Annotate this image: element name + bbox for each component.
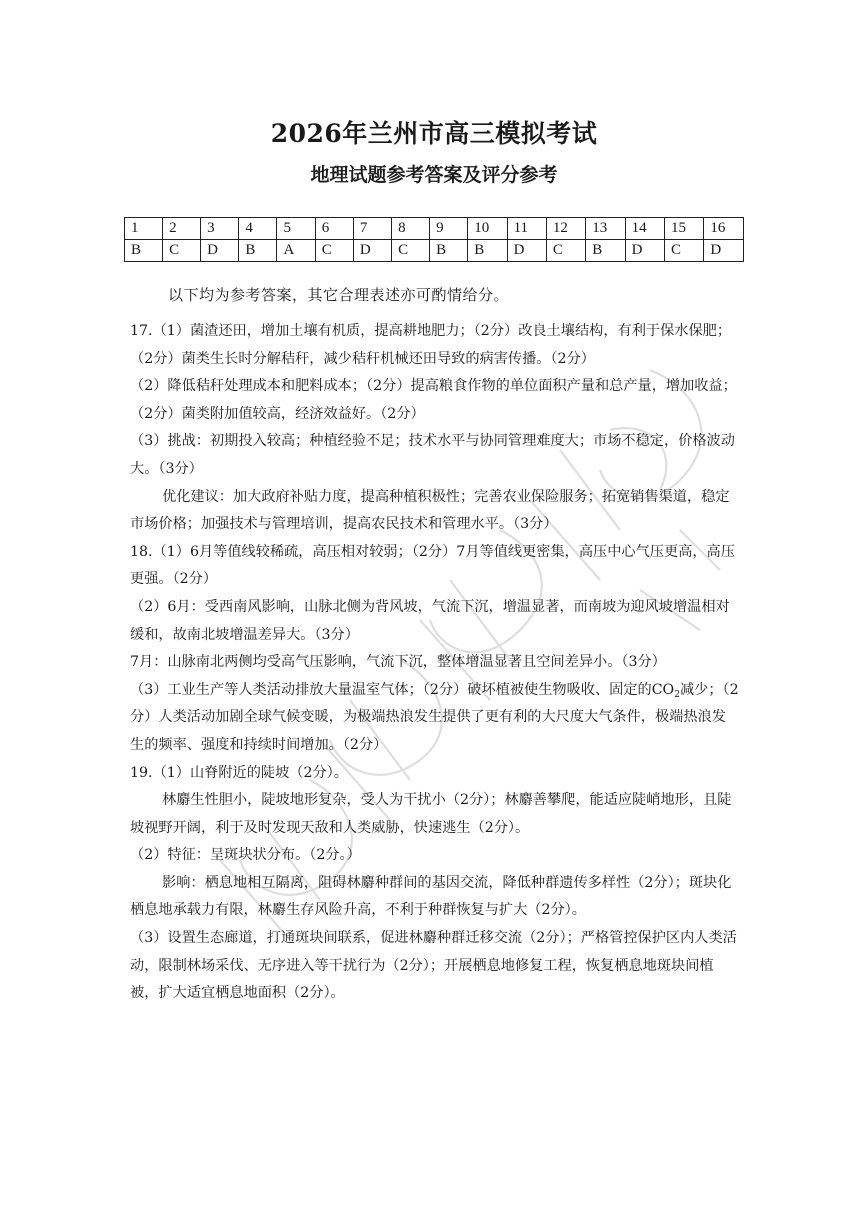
- q17-part3: （3）挑战：初期投入较高；种植经验不足；技术水平与协同管理难度大；市场不稳定，价格波动大。（3分）: [130, 433, 735, 477]
- table-cell: A: [277, 240, 315, 262]
- table-cell: 14: [625, 218, 664, 240]
- table-cell: C: [665, 240, 704, 262]
- table-cell: C: [392, 240, 430, 262]
- table-cell: 12: [546, 218, 585, 240]
- table-cell: C: [546, 240, 585, 262]
- table-cell: 16: [704, 218, 744, 240]
- q18-part2-july: 7月：山脉南北两侧均受高气压影响，气流下沉，整体增温显著且空间差异小。（3分）: [130, 654, 666, 671]
- q19-part3: （3）设置生态廊道，打通斑块间联系，促进林麝种群迁移交流（2分）；严格管控保护区内人类活动，限制林场采伐、无序进入等干扰行为（2分）；开展栖息地修复工程，恢复栖息地斑块间植被，扩大适宜栖息地面积（2分）。: [130, 930, 737, 1002]
- table-cell: 10: [468, 218, 507, 240]
- answer-table: [124, 217, 744, 262]
- scoring-note: 以下均为参考答案，其它合理表述亦可酌情给分。: [168, 286, 510, 304]
- table-cell: D: [353, 240, 391, 262]
- table-cell: B: [586, 240, 625, 262]
- table-cell: B: [239, 240, 277, 262]
- table-cell: C: [163, 240, 201, 262]
- table-cell: D: [507, 240, 546, 262]
- table-cell: 3: [201, 218, 239, 240]
- q19-part1-reason: 林麝生性胆小，陡坡地形复杂，受人为干扰小（2分）；林麝善攀爬，能适应陡峭地形，且陡坡视野开阔，利于及时发现天敌和人类威胁，快速逃生（2分）。: [130, 792, 732, 836]
- q18-part3: [130, 677, 740, 760]
- q18-part2: （2）6月：受西南风影响，山脉北侧为背风坡，气流下沉，增温显著，而南坡为迎风坡增温相对缓和，故南北坡增温差异大。（3分）: [130, 598, 730, 643]
- table-cell: 5: [277, 218, 315, 240]
- co2-subscript: 2: [674, 689, 680, 700]
- q17-part3-suggestion: 优化建议：加大政府补贴力度，提高种植积极性；完善农业保险服务；拓宽销售渠道，稳定市场价格；加强技术与管理培训，提高农民技术和管理水平。（3分）: [130, 488, 730, 533]
- table-cell: 2: [163, 218, 201, 240]
- table-cell: D: [625, 240, 664, 262]
- q18-part3-text-b: 减少；（2分）人类活动加剧全球气候变暖，为极端热浪发生提供了更有利的大尺度大气条件，极端热浪发生的频率、强度和持续时间增加。（2分）: [130, 681, 739, 753]
- table-cell: B: [468, 240, 507, 262]
- q18-part1: 18.（1）6月等值线较稀疏，高压相对较弱；（2分）7月等值线更密集，高压中心气压更高，高压更强。（2分）: [130, 543, 735, 588]
- table-cell: B: [125, 240, 163, 262]
- answer-body: [130, 318, 740, 1008]
- table-cell: 4: [239, 218, 277, 240]
- table-cell: 6: [315, 218, 353, 240]
- table-cell: D: [201, 240, 239, 262]
- table-cell: 8: [392, 218, 430, 240]
- q17-part1: 17.（1）菌渣还田，增加土壤有机质，提高耕地肥力；（2分）改良土壤结构，有利于保水保肥；（2分）菌类生长时分解秸秆，减少秸秆机械还田导致的病害传播。（2分）: [130, 323, 732, 367]
- q19-part1: 19.（1）山脊附近的陡坡（2分）。: [130, 764, 348, 781]
- table-cell: 7: [353, 218, 391, 240]
- table-cell: 13: [586, 218, 625, 240]
- q19-part2-impact: 影响：栖息地相互隔离，阻碍林麝种群间的基因交流，降低种群遗传多样性（2分）；斑块化栖息地承载力有限，林麝生存风险升高，不利于种群恢复与扩大（2分）。: [130, 874, 732, 919]
- table-cell: 11: [507, 218, 546, 240]
- page-subtitle: 地理试题参考答案及评分参考: [310, 164, 558, 186]
- page-title: 2026年兰州市高三模拟考试: [270, 119, 598, 148]
- table-cell: C: [315, 240, 353, 262]
- table-cell: B: [430, 240, 468, 262]
- table-cell: D: [704, 240, 744, 262]
- table-cell: 1: [125, 218, 163, 240]
- q18-part3-text-a: （3）工业生产等人类活动排放大量温室气体；（2分）破坏植被使生物吸收、固定的CO: [130, 681, 675, 698]
- q19-part2: （2）特征：呈斑块状分布。（2分。）: [130, 847, 361, 864]
- table-cell: 15: [665, 218, 704, 240]
- answer-row: [125, 240, 744, 262]
- table-cell: 9: [430, 218, 468, 240]
- q17-part2: （2）降低秸秆处理成本和肥料成本；（2分）提高粮食作物的单位面积产量和总产量，增加收益；（2分）菌类附加值较高，经济效益好。（2分）: [130, 378, 737, 422]
- question-number-row: [125, 218, 744, 240]
